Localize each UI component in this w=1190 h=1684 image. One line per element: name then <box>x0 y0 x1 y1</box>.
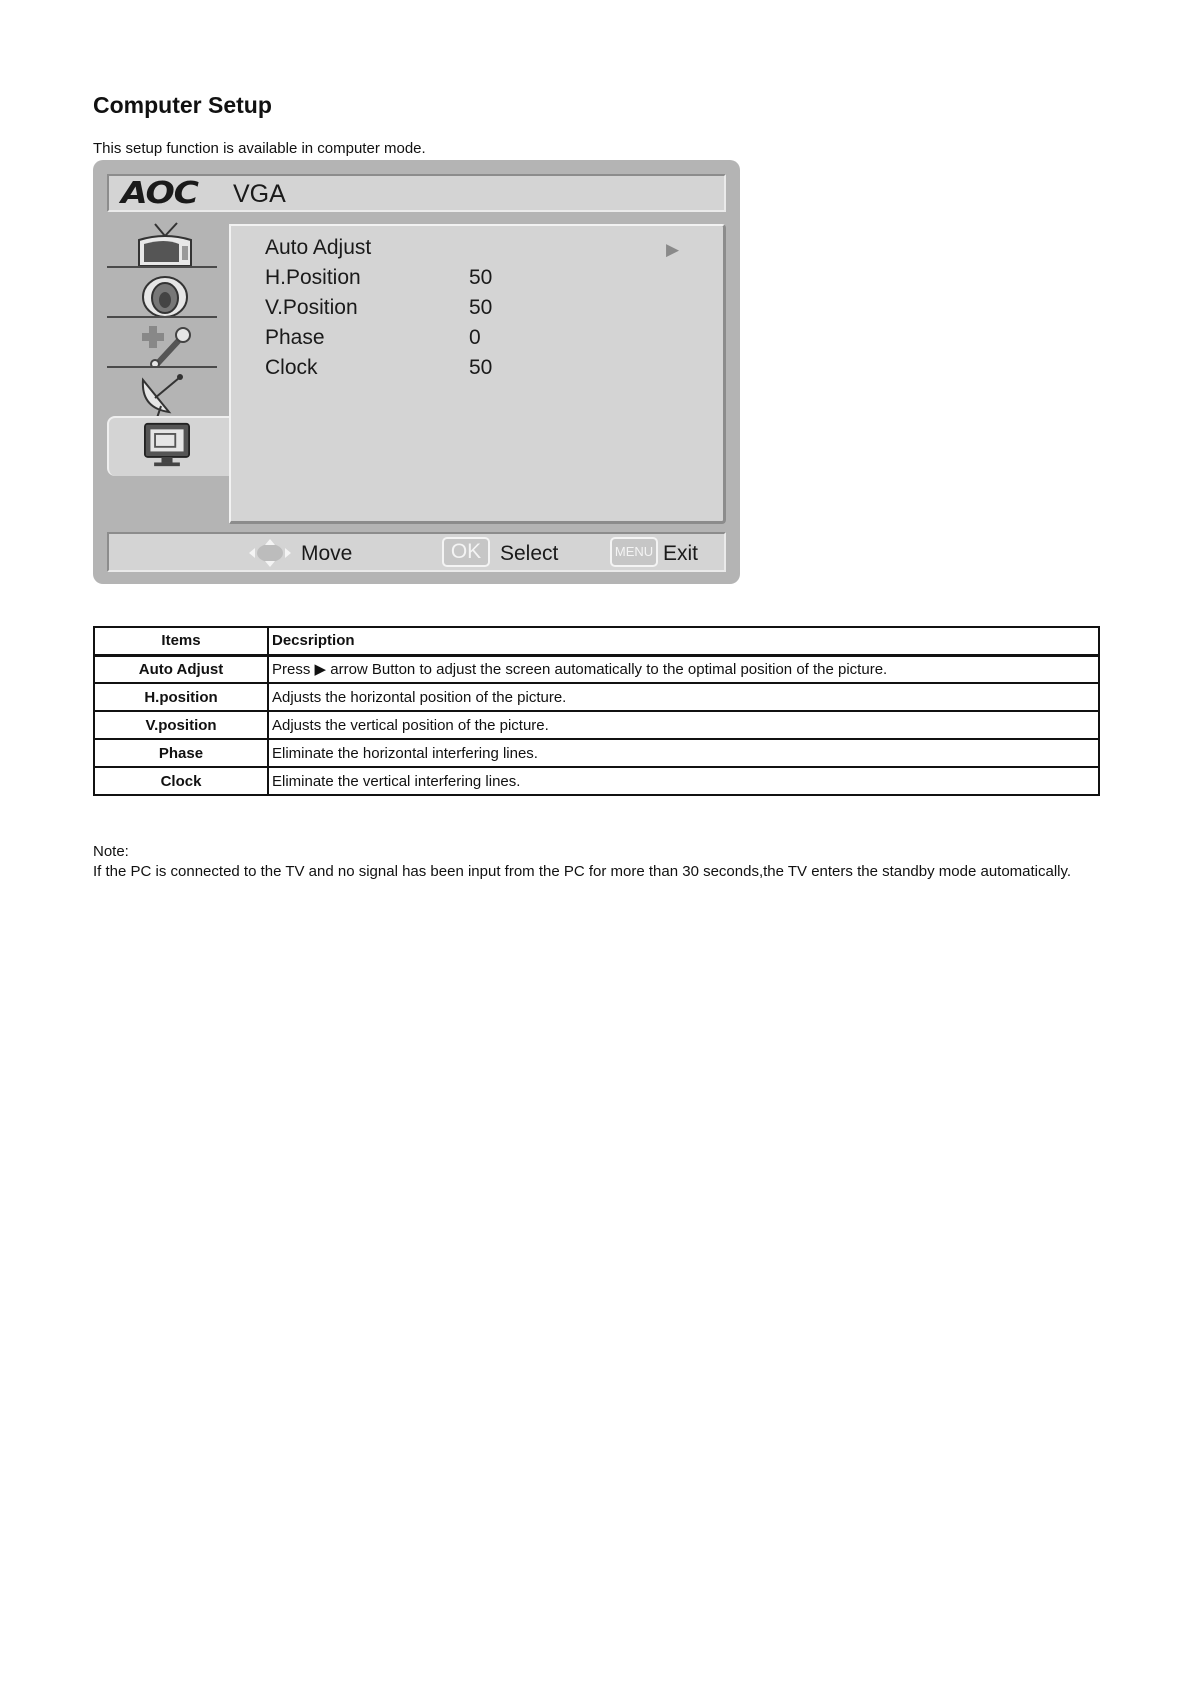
osd-footer <box>107 532 726 572</box>
osd-source-title: VGA <box>233 180 286 208</box>
table-row <box>94 655 1099 683</box>
table-row <box>94 739 1099 767</box>
satellite-dish-icon <box>135 372 195 418</box>
arrow-right-icon: ▶ <box>666 240 680 259</box>
menu-key-icon: MENU <box>610 537 658 567</box>
description-table <box>93 626 1100 796</box>
osd-item-label: Phase <box>265 326 325 349</box>
osd-item-value: 50 <box>469 356 493 379</box>
sidebar-item-channel[interactable] <box>107 370 217 414</box>
sidebar-item-pc[interactable] <box>107 416 229 476</box>
table-cell-description: Eliminate the horizontal interfering lines. <box>268 739 1099 767</box>
table-cell-description: Eliminate the vertical interfering lines. <box>268 767 1099 795</box>
desc-text: arrow Button to adjust the screen automatically to the optimal position of the picture. <box>326 661 888 679</box>
osd-item-h-position[interactable] <box>265 266 705 296</box>
osd-item-v-position[interactable] <box>265 296 705 326</box>
sidebar-item-setup[interactable] <box>107 320 217 368</box>
osd-item-label: Auto Adjust <box>265 236 372 259</box>
exit-label: Exit <box>663 542 699 565</box>
osd-content-panel <box>229 224 726 524</box>
table-cell-item: Phase <box>94 739 268 767</box>
column-header-items: Items <box>94 627 268 655</box>
osd-item-value: 0 <box>469 326 481 349</box>
osd-sidebar <box>107 220 229 496</box>
note-text: If the PC is connected to the TV and no signal has been input from the PC for more than 30 seconds,the TV enters the standby mode automatically. <box>93 863 1072 880</box>
table-row <box>94 683 1099 711</box>
table-row <box>94 711 1099 739</box>
page-title: Computer Setup <box>93 92 272 118</box>
table-cell-description: Adjusts the vertical position of the picture. <box>268 711 1099 739</box>
arrow-right-icon: ▶ <box>314 661 327 679</box>
osd-item-value: 50 <box>469 266 493 289</box>
osd-item-clock[interactable] <box>265 356 705 386</box>
table-row <box>94 767 1099 795</box>
osd-item-label: V.Position <box>265 296 358 319</box>
table-cell-item: Auto Adjust <box>94 655 268 683</box>
note-label: Note: <box>93 843 129 860</box>
sidebar-item-sound[interactable] <box>107 270 217 318</box>
aoc-logo: AOC <box>121 176 198 211</box>
osd-item-phase[interactable] <box>265 326 705 356</box>
sidebar-item-tv[interactable] <box>107 220 217 268</box>
ok-key-icon: OK <box>442 537 490 567</box>
column-header-description: Decsription <box>268 627 1099 655</box>
osd-menu <box>93 160 740 584</box>
table-cell-item: Clock <box>94 767 268 795</box>
table-cell-description <box>268 655 1099 683</box>
table-cell-item: H.position <box>94 683 268 711</box>
intro-text: This setup function is available in computer mode. <box>93 140 426 157</box>
osd-item-label: Clock <box>265 356 318 379</box>
tools-icon <box>135 322 195 368</box>
osd-item-label: H.Position <box>265 266 361 289</box>
desc-text-pre: Press <box>272 661 315 679</box>
select-label: Select <box>500 542 559 565</box>
osd-item-value: 50 <box>469 296 493 319</box>
table-header-row <box>94 627 1099 655</box>
navigation-arrows-icon <box>247 538 293 568</box>
osd-header <box>107 174 726 212</box>
speaker-icon <box>135 272 195 318</box>
monitor-icon <box>137 422 197 468</box>
table-cell-description: Adjusts the horizontal position of the picture. <box>268 683 1099 711</box>
move-label: Move <box>301 542 353 565</box>
tv-icon <box>135 222 195 268</box>
osd-item-auto-adjust[interactable] <box>265 236 705 266</box>
table-cell-item: V.position <box>94 711 268 739</box>
